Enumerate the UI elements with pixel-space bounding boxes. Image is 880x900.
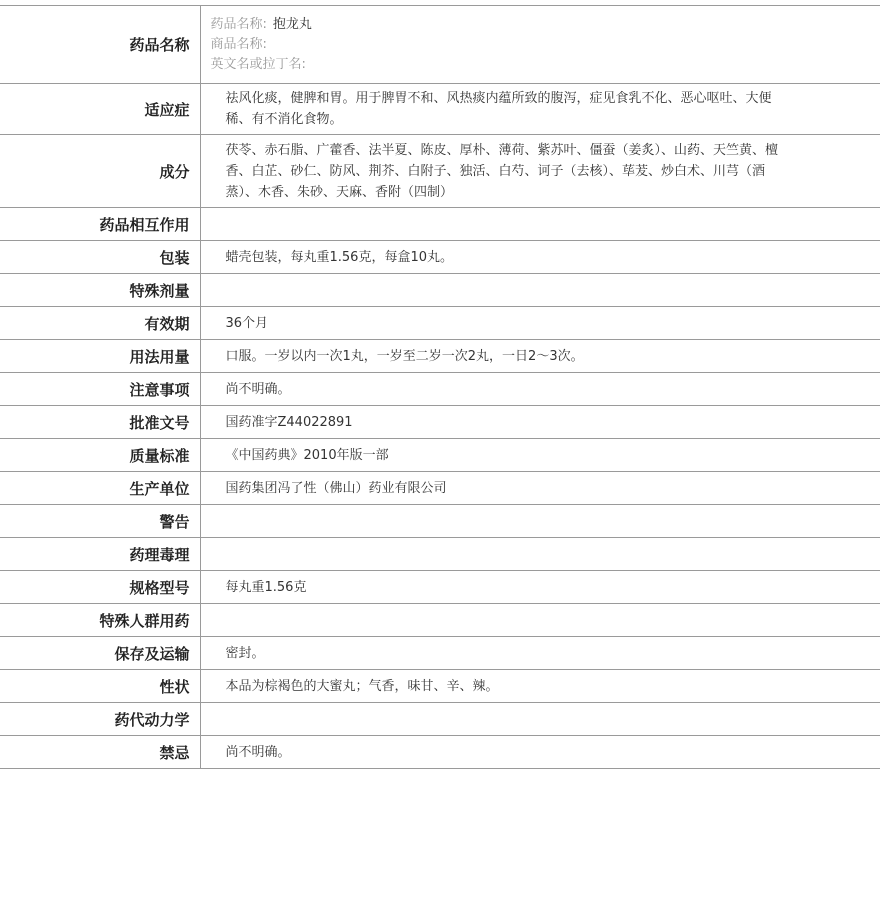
row-label: 警告	[0, 505, 200, 538]
row-label: 禁忌	[0, 736, 200, 769]
row-precautions	[0, 373, 880, 406]
english-name-line	[211, 55, 791, 75]
drug-name-value: 抱龙丸	[272, 16, 312, 32]
row-label: 有效期	[0, 307, 200, 340]
row-value	[200, 6, 880, 84]
row-value: 国药准字Z44022891	[200, 406, 880, 439]
row-pharmacology	[0, 538, 880, 571]
trade-name-line	[211, 35, 791, 55]
row-quality-standard	[0, 439, 880, 472]
drug-info-table	[0, 5, 880, 769]
row-value: 口服。一岁以内一次1丸，一岁至二岁一次2丸，一日2～3次。	[200, 340, 880, 373]
row-label: 用法用量	[0, 340, 200, 373]
row-label: 药理毒理	[0, 538, 200, 571]
row-pharmacokinetics	[0, 703, 880, 736]
row-value	[200, 703, 880, 736]
row-value: 每丸重1.56克	[200, 571, 880, 604]
row-label: 药代动力学	[0, 703, 200, 736]
row-label: 规格型号	[0, 571, 200, 604]
row-approval-number	[0, 406, 880, 439]
row-label: 生产单位	[0, 472, 200, 505]
row-value: 蜡壳包装，每丸重1.56克，每盒10丸。	[200, 241, 880, 274]
row-special-dosage	[0, 274, 880, 307]
row-packaging	[0, 241, 880, 274]
drug-name-line	[211, 15, 791, 35]
row-value: 祛风化痰，健脾和胃。用于脾胃不和、风热痰内蕴所致的腹泻，症见食乳不化、恶心呕吐、大便稀、有不消化食物。	[200, 84, 880, 135]
row-label: 药品相互作用	[0, 208, 200, 241]
row-value: 茯苓、赤石脂、广藿香、法半夏、陈皮、厚朴、薄荷、紫苏叶、僵蚕（姜炙）、山药、天竺黄、檀香、白芷、砂仁、防风、荆芥、白附子、独活、白芍、诃子（去核）、荜茇、炒白术、川芎（酒蒸）、木香、朱砂、天麻、香附（四制）	[200, 135, 880, 208]
row-value: 本品为棕褐色的大蜜丸；气香，味甘、辛、辣。	[200, 670, 880, 703]
row-special-populations	[0, 604, 880, 637]
row-label: 性状	[0, 670, 200, 703]
row-drug-name	[0, 6, 880, 84]
row-value	[200, 505, 880, 538]
row-label: 特殊剂量	[0, 274, 200, 307]
row-label: 注意事项	[0, 373, 200, 406]
row-value	[200, 274, 880, 307]
row-value: 国药集团冯了性（佛山）药业有限公司	[200, 472, 880, 505]
row-indications	[0, 84, 880, 135]
row-value	[200, 538, 880, 571]
row-value: 尚不明确。	[200, 736, 880, 769]
row-label: 适应症	[0, 84, 200, 135]
row-storage	[0, 637, 880, 670]
drug-name-label: 药品名称:	[210, 16, 267, 32]
row-description	[0, 670, 880, 703]
row-drug-interactions	[0, 208, 880, 241]
row-shelf-life	[0, 307, 880, 340]
row-value: 《中国药典》2010年版一部	[200, 439, 880, 472]
row-ingredients	[0, 135, 880, 208]
row-value	[200, 604, 880, 637]
row-dosage	[0, 340, 880, 373]
row-label: 成分	[0, 135, 200, 208]
row-label: 质量标准	[0, 439, 200, 472]
row-label: 药品名称	[0, 6, 200, 84]
row-value: 尚不明确。	[200, 373, 880, 406]
row-label: 包装	[0, 241, 200, 274]
row-value: 36个月	[200, 307, 880, 340]
row-label: 批准文号	[0, 406, 200, 439]
row-value	[200, 208, 880, 241]
row-label: 特殊人群用药	[0, 604, 200, 637]
row-warning	[0, 505, 880, 538]
row-value: 密封。	[200, 637, 880, 670]
row-manufacturer	[0, 472, 880, 505]
english-name-label: 英文名或拉丁名:	[210, 56, 306, 72]
row-label: 保存及运输	[0, 637, 200, 670]
row-specification	[0, 571, 880, 604]
row-contraindications	[0, 736, 880, 769]
trade-name-label: 商品名称:	[210, 36, 267, 52]
